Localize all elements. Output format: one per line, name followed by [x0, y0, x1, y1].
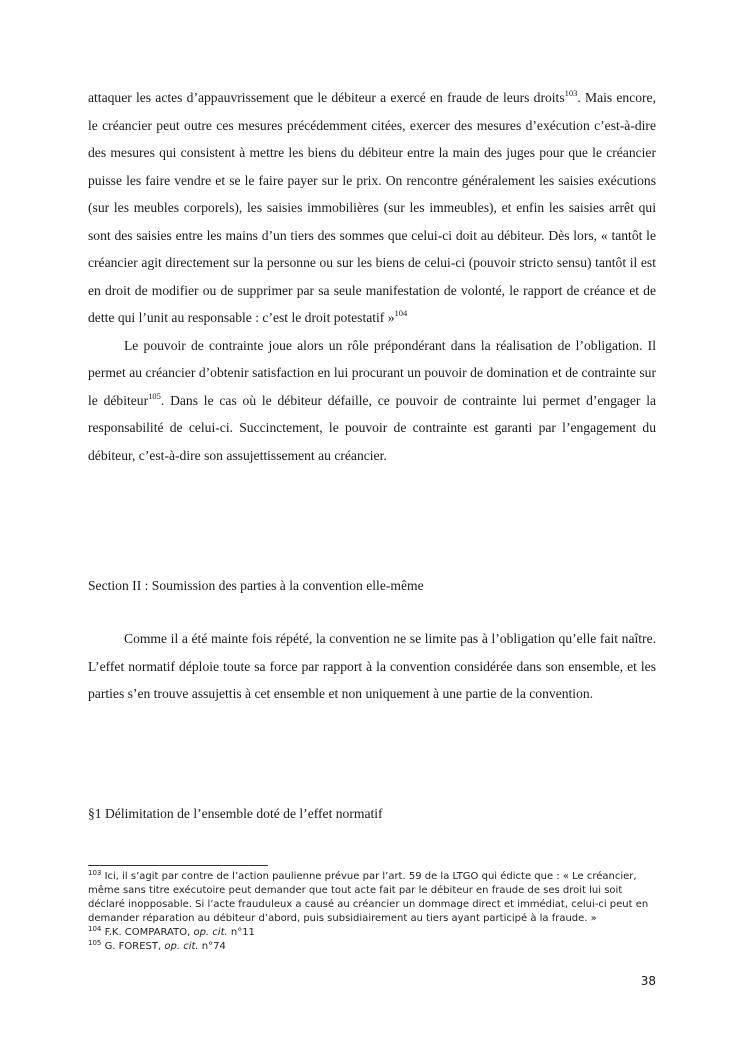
paragraph-1-text-a: attaquer les actes d’appauvrissement que le débiteur a exercé en fraude de leurs droits [88, 90, 565, 105]
section-2-paragraph: Comme il a été mainte fois répété, la convention ne se limite pas à l’obligation qu’elle fait naître. L’effet normatif déploie toute sa force par rapport à la convention considérée dans son ensemble, et les parties s’en trouve assujettis à cet ensemble et non uniquement à une partie de la convention. [88, 631, 656, 701]
footnote-rest: n°74 [198, 941, 226, 952]
section-2-body [88, 625, 656, 708]
footnote-ref-104[interactable]: 104 [394, 308, 408, 318]
footnote-ref-105[interactable]: 105 [148, 390, 161, 401]
footnote-103 [88, 870, 656, 926]
paragraph-1 [88, 84, 656, 332]
subsection-1-heading: §1 Délimitation de l’ensemble doté de l’effet normatif [88, 806, 383, 821]
footnote-number: 105 [88, 939, 102, 947]
footnote-separator [88, 865, 268, 866]
footnote-105 [88, 940, 656, 954]
footnote-rest: n°11 [227, 927, 255, 938]
footnote-cite: op. cit. [164, 941, 199, 952]
footnote-text: Ici, il s’agit par contre de l’action paulienne prévue par l’art. 59 de la LTGO qui édicte que : « Le créancier, même sans titre exécutoire peut demander que tout acte fait par le débiteur en fraude de ses droit lui soit déclaré inopposable. Si l’acte frauduleux a causé au créancier un dommage direct et immédiat, celui-ci peut en demander réparation au débiteur d’abord, puis subsidiairement au tiers ayant participé à la fraude. » [88, 871, 649, 924]
footnote-ref-103[interactable]: 103 [564, 88, 578, 98]
footnotes [88, 870, 656, 954]
paragraph-2-text-a: Le pouvoir de contrainte joue alors un rôle prépondérant dans la réalisation de l’obligation. Il permet au créancier d’obtenir satisfaction en lui procurant un pouvoir de domination et de contrainte sur le débiteur [88, 337, 656, 408]
footnote-author: G. FOREST, [104, 941, 165, 952]
paragraph-2-text-b: . Dans le cas où le débiteur défaille, ce pouvoir de contrainte lui permet d’engager la responsabilité de celui-ci. Succinctement, le pouvoir de contrainte est garanti par l’engagement du débiteur, c’est-à-dire son assujettissement au créancier. [88, 392, 657, 463]
footnote-number: 103 [88, 869, 102, 877]
footnote-author: F.K. COMPARATO, [104, 927, 194, 938]
page-number: 38 [640, 974, 656, 988]
footnote-104 [88, 926, 656, 940]
paragraph-1-text-b: . Mais encore, le créancier peut outre ces mesures précédemment citées, exercer des mesures d’exécution c’est-à-dire des mesures qui consistent à mettre les biens du débiteur entre la main des juges pour que le créancier puisse les faire vendre et se le faire payer sur le prix. On rencontre généralement les saisies exécutions (sur les meubles corporels), les saisies immobilières (sur les immeubles), et enfin les saisies arrêt qui sont des saisies entre les mains d’un tiers des sommes que celui-ci doit au débiteur. Dès lors, « tantôt le créancier agit directement sur la personne ou sur les biens de celui-ci (pouvoir stricto sensu) tantôt il est en droit de modifier ou de supprimer par sa seule manifestation de volonté, le rapport de créance et de dette qui l’unit au responsable : c’est le droit potestatif » [88, 90, 656, 325]
footnote-cite: op. cit. [193, 927, 228, 938]
footnote-number: 104 [88, 925, 102, 933]
paragraph-2 [88, 332, 656, 470]
section-2-heading: Section II : Soumission des parties à la convention elle-même [88, 578, 424, 593]
main-text [88, 84, 656, 469]
